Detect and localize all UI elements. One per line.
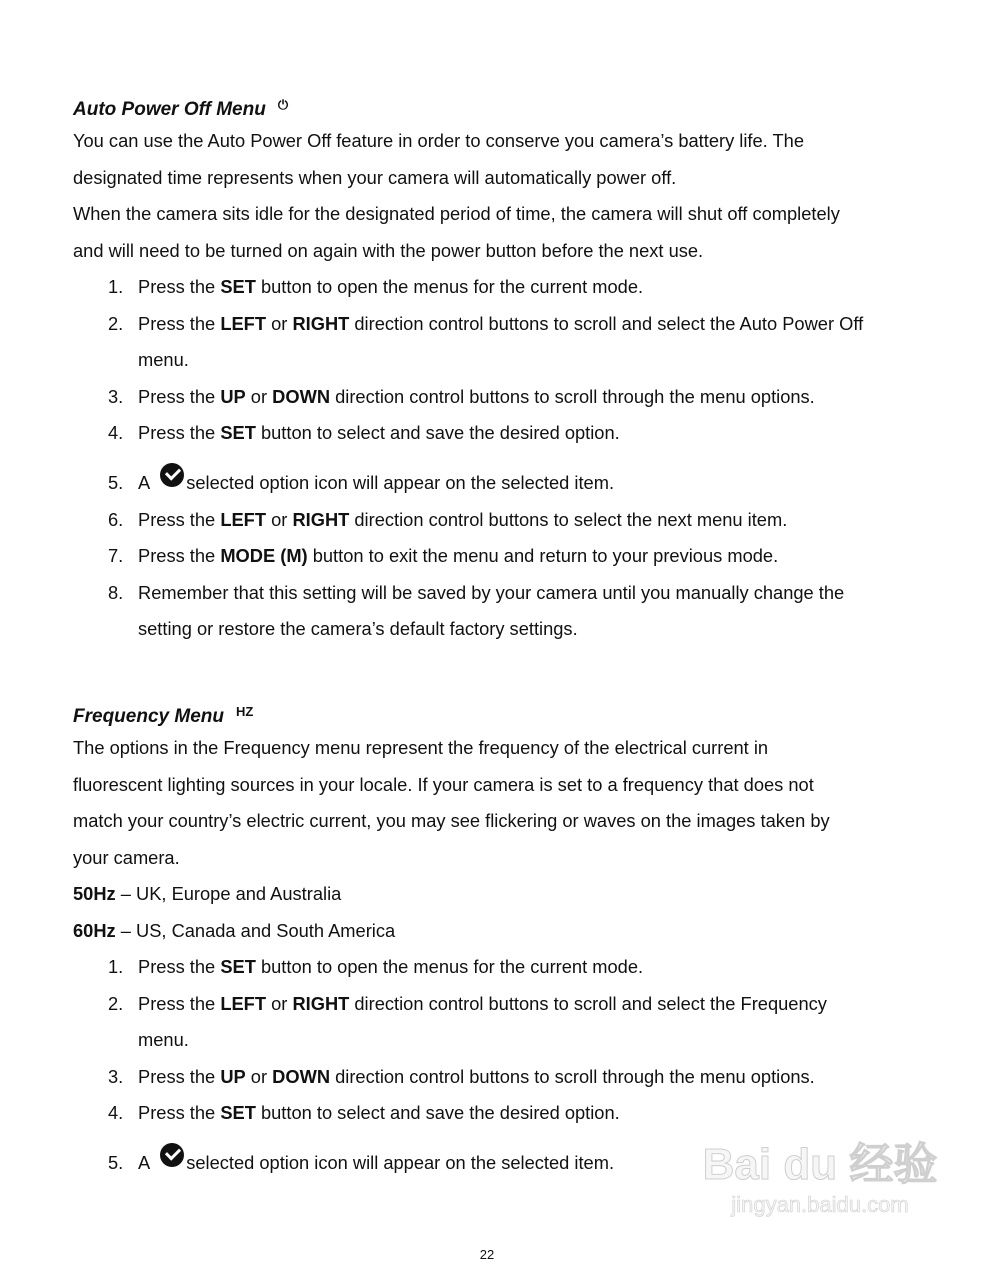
step-item: [73, 502, 953, 539]
text-line: [73, 611, 953, 648]
text-run: or: [245, 385, 273, 407]
step-item: [73, 1095, 953, 1132]
text-line: [73, 730, 953, 767]
step-number: 4.: [108, 1102, 124, 1123]
section-title-text: Auto Power Off Menu: [73, 99, 266, 120]
text-run: Press the: [138, 276, 221, 297]
text-run: or: [266, 508, 293, 530]
check-circle-icon: [160, 463, 184, 487]
baidu-watermark: [700, 1128, 940, 1218]
bold-term: 60Hz: [73, 919, 116, 941]
power-icon: ⏻: [277, 97, 289, 112]
text-run: Press the: [138, 545, 221, 566]
bold-term: DOWN: [272, 1065, 331, 1087]
text-run: You can use the Auto Power Off feature in order to conserve you camera’s battery life. The: [73, 130, 804, 151]
text-run: Press the: [138, 992, 221, 1014]
text-run: your camera.: [73, 846, 180, 868]
bold-term: RIGHT: [292, 312, 350, 334]
text-run: Remember that this setting will be saved by your camera until you manually change the: [138, 581, 845, 603]
text-line: [73, 269, 953, 306]
text-line: [73, 342, 953, 379]
step-item: [73, 415, 953, 452]
text-run: setting or restore the camera’s default factory settings.: [138, 618, 578, 639]
section-title: [73, 694, 953, 730]
text-line: [73, 415, 953, 452]
text-line: [73, 160, 953, 197]
step-number: 7.: [108, 545, 124, 566]
text-run: menu.: [138, 1029, 189, 1050]
text-line: [73, 123, 953, 160]
text-line: [73, 913, 953, 950]
text-line: [73, 196, 953, 233]
text-line: [73, 803, 953, 840]
step-number: 3.: [108, 385, 124, 407]
step-number: 4.: [108, 422, 124, 443]
text-line: [73, 876, 953, 913]
bold-term: 50Hz: [73, 883, 116, 904]
step-item: [73, 986, 953, 1059]
step-item: [73, 452, 953, 502]
text-run: Press the: [138, 312, 221, 334]
step-number: 6.: [108, 508, 124, 530]
step-item: [73, 949, 953, 986]
text-run: or: [245, 1065, 273, 1087]
text-run: direction control buttons to scroll and select the Frequency: [349, 992, 827, 1014]
step-item: [73, 269, 953, 306]
text-line: [73, 986, 953, 1023]
text-run: A: [138, 1151, 151, 1173]
text-run: or: [266, 312, 293, 334]
bold-term: UP: [220, 385, 246, 407]
bold-term: DOWN: [272, 385, 331, 407]
text-run: – US, Canada and South America: [115, 919, 396, 941]
text-run: When the camera sits idle for the designated period of time, the camera will shut off completely: [73, 203, 840, 224]
bold-term: SET: [220, 1102, 256, 1123]
page-number: 22: [479, 1247, 495, 1262]
step-number: 8.: [108, 581, 124, 603]
text-run: designated time represents when your camera will automatically power off.: [73, 166, 677, 188]
text-line: [73, 538, 953, 575]
step-item: [73, 1059, 953, 1096]
watermark-logo: Bai du 经验: [702, 1140, 938, 1189]
steps-list: [73, 269, 953, 648]
text-run: menu.: [138, 349, 189, 370]
text-run: match your country’s electric current, you may see flickering or waves on the images taken by: [73, 810, 830, 831]
text-run: The options in the Frequency menu represent the frequency of the electrical current in: [73, 737, 769, 758]
text-line: [73, 1095, 953, 1132]
text-line: [73, 949, 953, 986]
step-item: [73, 538, 953, 575]
step-number: 2.: [108, 312, 124, 334]
bold-term: LEFT: [220, 312, 267, 334]
text-run: selected option icon will appear on the selected item.: [186, 471, 615, 493]
text-line: [73, 1022, 953, 1059]
text-line: [73, 767, 953, 804]
text-line: [73, 379, 953, 416]
bold-term: MODE (M): [220, 545, 308, 566]
step-item: [73, 306, 953, 379]
bold-term: RIGHT: [292, 992, 350, 1014]
text-run: button to exit the menu and return to your previous mode.: [307, 545, 779, 566]
text-line: [73, 502, 953, 539]
step-item: [73, 379, 953, 416]
bold-term: SET: [220, 276, 256, 297]
text-run: Press the: [138, 956, 221, 977]
text-run: Press the: [138, 385, 221, 407]
text-run: button to open the menus for the current mode.: [255, 276, 644, 297]
text-line: [73, 840, 953, 877]
hz-icon: HZ: [235, 704, 254, 719]
step-item: [73, 575, 953, 648]
section-auto-power-off: [73, 87, 953, 648]
step-number: 1.: [108, 276, 124, 297]
text-run: or: [266, 992, 293, 1014]
text-line: [73, 452, 953, 502]
text-line: [73, 575, 953, 612]
text-run: direction control buttons to select the next menu item.: [349, 508, 788, 530]
text-run: fluorescent lighting sources in your locale. If your camera is set to a frequency that does not: [73, 773, 814, 795]
watermark-url: jingyan.baidu.com: [731, 1192, 909, 1217]
text-run: direction control buttons to scroll and select the Auto Power Off: [349, 312, 864, 334]
text-run: – UK, Europe and Australia: [115, 883, 342, 904]
bold-term: LEFT: [220, 992, 267, 1014]
text-line: [73, 233, 953, 270]
text-run: button to open the menus for the current mode.: [255, 956, 644, 977]
step-number: 5.: [108, 471, 124, 493]
text-line: [73, 306, 953, 343]
bold-term: RIGHT: [292, 508, 350, 530]
bold-term: LEFT: [220, 508, 267, 530]
text-run: and will need to be turned on again with the power button before the next use.: [73, 239, 704, 261]
text-run: button to select and save the desired option.: [255, 1102, 620, 1123]
text-run: Press the: [138, 422, 221, 443]
step-number: 3.: [108, 1065, 124, 1087]
section-frequency: [73, 694, 953, 1182]
text-run: direction control buttons to scroll through the menu options.: [330, 1065, 815, 1087]
section-title-text: Frequency Menu: [73, 706, 224, 727]
bold-term: SET: [220, 422, 256, 443]
text-run: selected option icon will appear on the selected item.: [186, 1151, 615, 1173]
text-run: direction control buttons to scroll through the menu options.: [330, 385, 815, 407]
step-number: 2.: [108, 992, 124, 1014]
text-run: Press the: [138, 508, 221, 530]
text-run: A: [138, 471, 151, 493]
text-run: Press the: [138, 1102, 221, 1123]
text-line: [73, 1059, 953, 1096]
section-title: [73, 87, 953, 123]
check-circle-icon: [160, 1143, 184, 1167]
step-number: 5.: [108, 1151, 124, 1173]
text-run: Press the: [138, 1065, 221, 1087]
text-run: button to select and save the desired option.: [255, 422, 620, 443]
bold-term: SET: [220, 956, 256, 977]
step-number: 1.: [108, 956, 124, 977]
bold-term: UP: [220, 1065, 246, 1087]
